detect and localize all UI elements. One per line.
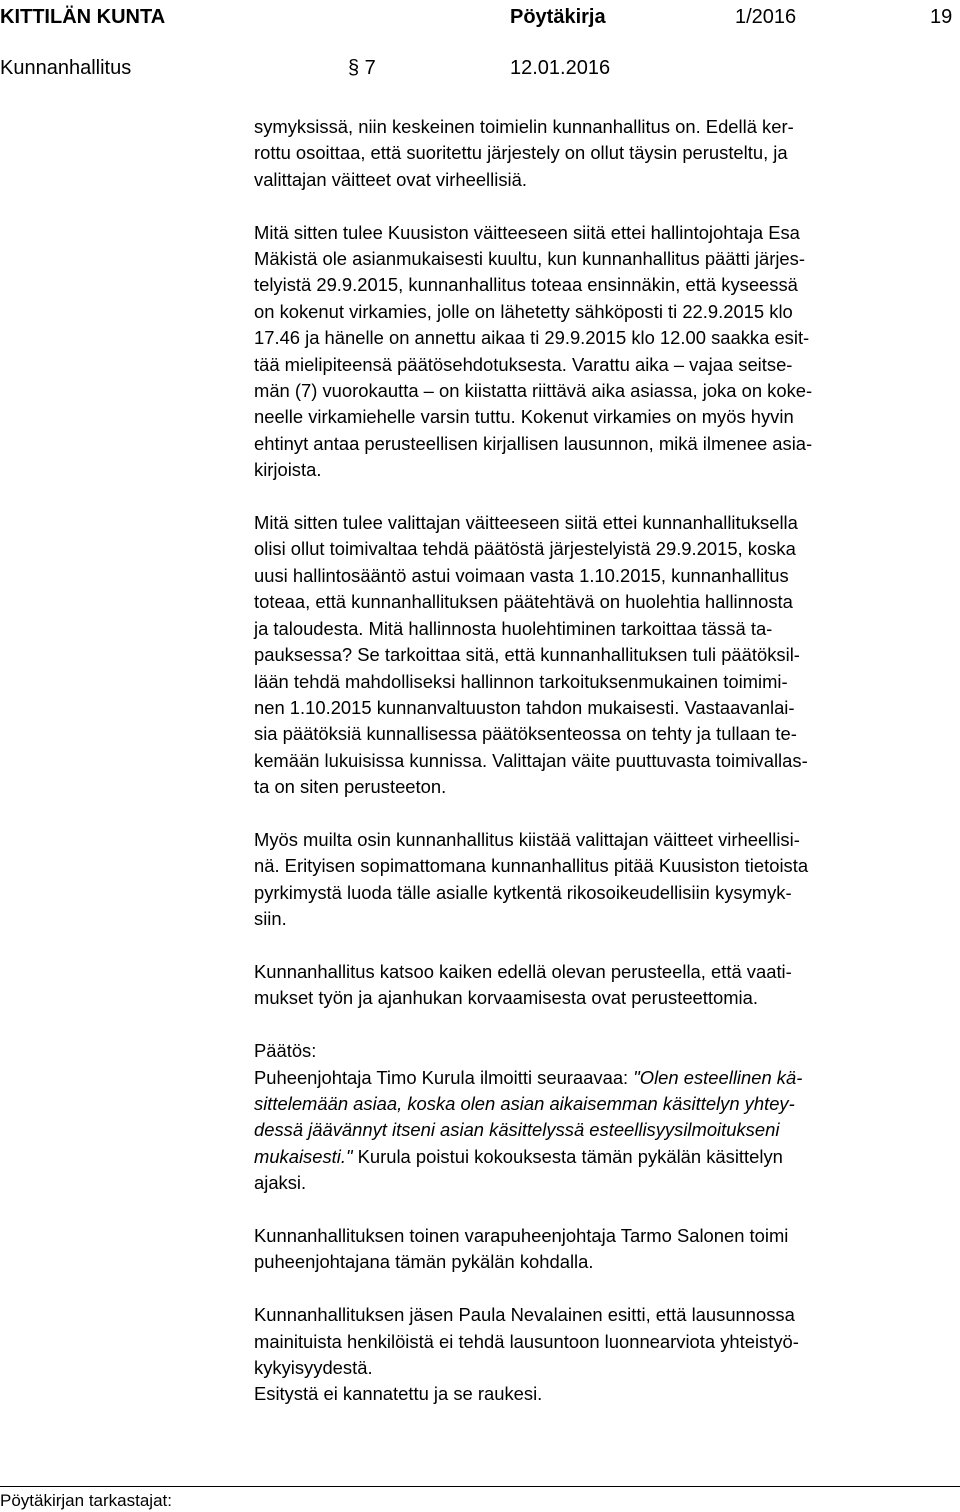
paragraph	[254, 959, 954, 1012]
text-line: ta on siten perusteeton.	[254, 776, 447, 798]
vice-chair-paragraph	[254, 1223, 954, 1276]
text-line: olisi ollut toimivaltaa tehdä päätöstä järjestelyistä 29.9.2015, koska	[254, 538, 796, 560]
page-number: 19	[930, 6, 953, 28]
text-line: kirjoista.	[254, 459, 322, 481]
text-line	[254, 1117, 954, 1143]
text-line: 17.46 ja hänelle on annettu aikaa ti 29.9.2015 klo 12.00 saakka esit-	[254, 327, 810, 349]
text-line: mukset työn ja ajanhukan korvaamisesta ovat perusteettomia.	[254, 987, 758, 1009]
text-line: Mitä sitten tulee Kuusiston väitteeseen siitä ettei hallintojohtaja Esa	[254, 221, 800, 243]
text-line: Esitystä ei kannatettu ja se raukesi.	[254, 1383, 543, 1405]
footer-divider	[0, 1486, 960, 1487]
text-line: symyksissä, niin keskeinen toimielin kunnanhallitus on. Edellä ker-	[254, 116, 794, 137]
text-line: ja taloudesta. Mitä hallinnosta huolehtiminen tarkoittaa tässä ta-	[254, 617, 773, 639]
text-line: puheenjohtajana tämän pykälän kohdalla.	[254, 1251, 594, 1273]
text-line: mainituista henkilöistä ei tehdä lausuntoon luonnearviota yhteistyö-	[254, 1330, 799, 1352]
text-line: män (7) vuorokautta – on kiistatta riittävä aika asiassa, joka on koke-	[254, 380, 813, 402]
text-line: Myös muilta osin kunnanhallitus kiistää valittajan väitteet virheellisi-	[254, 828, 800, 850]
member-proposal-paragraph	[254, 1302, 954, 1408]
decision-label: Päätös:	[254, 1040, 317, 1062]
paragraph	[254, 510, 954, 800]
section-number: § 7	[348, 57, 376, 79]
text-line: tää mielipiteensä päätösehdotuksesta. Varattu aika – vajaa seitse-	[254, 353, 793, 375]
text-line: siin.	[254, 908, 287, 930]
paragraph	[254, 114, 954, 193]
text-line: kykyisyydestä.	[254, 1356, 373, 1378]
text-line: neelle virkamiehelle varsin tuttu. Kokenut virkamies on myös hyvin	[254, 406, 794, 428]
governing-body: Kunnanhallitus	[0, 57, 132, 79]
text-line: toteaa, että kunnanhallituksen päätehtävä on huolehtia hallinnosta	[254, 591, 793, 613]
text-line: lään tehdä mahdolliseksi hallinnon tarkoituksenmukainen toimimi-	[254, 670, 788, 692]
text-line: Kunnanhallituksen jäsen Paula Nevalainen esitti, että lausunnossa	[254, 1304, 795, 1326]
text-line: uusi hallintosääntö astui voimaan vasta 1.10.2015, kunnanhallitus	[254, 564, 789, 586]
text-line: ehtinyt antaa perusteellisen kirjallisen lausunnon, mikä ilmenee asia-	[254, 432, 813, 454]
decision-quote-part: mukaisesti."	[254, 1145, 353, 1167]
text-line: nä. Erityisen sopimattomana kunnanhallitus pitää Kuusiston tietoista	[254, 855, 809, 877]
text-line: pauksessa? Se tarkoittaa sitä, että kunnanhallituksen tuli päätöksil-	[254, 644, 800, 666]
decision-section	[254, 1038, 954, 1196]
paragraph	[254, 827, 954, 933]
footer-reviewers-label: Pöytäkirjan tarkastajat:	[0, 1491, 172, 1510]
organization-name: KITTILÄN KUNTA	[0, 6, 166, 28]
text-line: kemään lukuisissa kunnissa. Valittajan väite puuttuvasta toimivallas-	[254, 749, 808, 771]
text-line	[254, 1144, 954, 1170]
text-line: on kokenut virkamies, jolle on lähetetty sähköposti ti 22.9.2015 klo	[254, 300, 793, 322]
text-line: sia päätöksiä kunnallisessa päätöksenteossa on tehty ja tullaan te-	[254, 723, 797, 745]
decision-quote-part: dessä jäävännyt itseni asian käsittelyssä esteellisyysilmoitukseni	[254, 1119, 780, 1141]
decision-quote-part: sittelemään asiaa, koska olen asian aikaisemman käsittelyn yhtey-	[254, 1092, 795, 1114]
text-line: rottu osoittaa, että suoritettu järjestely on ollut täysin perusteltu, ja	[254, 142, 788, 164]
text-line: Kunnanhallitus katsoo kaiken edellä olevan perusteella, että vaati-	[254, 960, 792, 982]
document-type: Pöytäkirja	[510, 6, 606, 28]
meeting-date: 12.01.2016	[510, 57, 611, 79]
text-line	[254, 1065, 954, 1091]
text-line: ajaksi.	[254, 1172, 307, 1194]
text-line: nen 1.10.2015 kunnanvaltuuston tahdon mukaisesti. Vastaavanlai-	[254, 696, 795, 718]
decision-statement-continuation: Kurula poistui kokouksesta tämän pykälän käsittelyn	[352, 1145, 783, 1167]
document-number: 1/2016	[735, 6, 797, 28]
paragraph	[254, 220, 954, 484]
text-line: Mitä sitten tulee valittajan väitteeseen siitä ettei kunnanhallituksella	[254, 512, 798, 534]
text-line: valittajan väitteet ovat virheellisiä.	[254, 168, 527, 190]
document-body	[254, 114, 954, 1408]
text-line	[254, 1091, 954, 1117]
decision-statement-intro: Puheenjohtaja Timo Kurula ilmoitti seuraavaa:	[254, 1066, 634, 1088]
text-line: Mäkistä ole asianmukaisesti kuultu, kun kunnanhallitus päätti järjes-	[254, 248, 805, 270]
text-line: pyrkimystä luoda tälle asialle kytkentä rikosoikeudellisiin kysymyk-	[254, 881, 792, 903]
text-line: Kunnanhallituksen toinen varapuheenjohtaja Tarmo Salonen toimi	[254, 1224, 789, 1246]
text-line: telyistä 29.9.2015, kunnanhallitus toteaa ensinnäkin, että kyseessä	[254, 274, 798, 296]
decision-quote-part: "Olen esteellinen kä-	[633, 1066, 803, 1088]
